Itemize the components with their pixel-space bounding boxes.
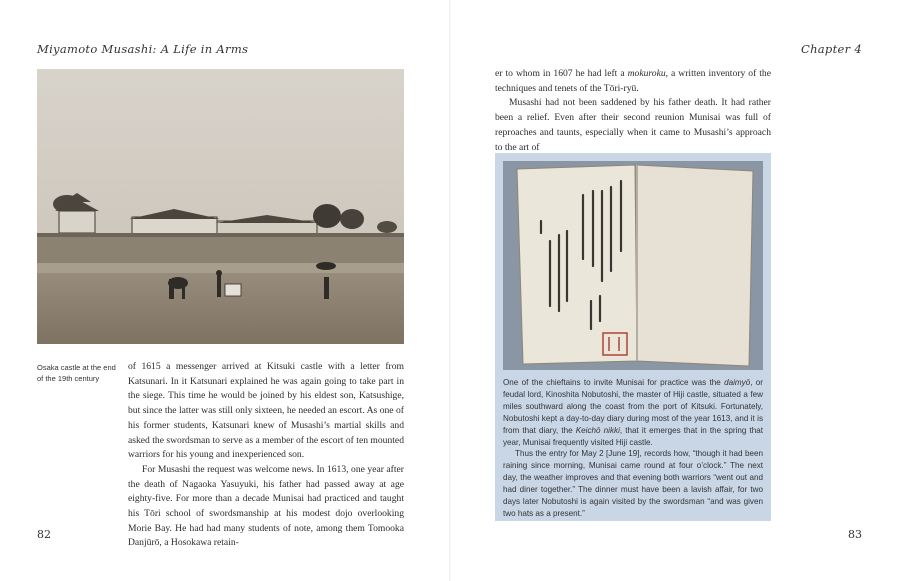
right-paragraph-1: er to whom in 1607 he had left a mokuroku, a written inventory of the techniques and tenets of the Tōri-ryū. — [495, 68, 771, 94]
page-number-right: 83 — [848, 528, 862, 541]
keicho-nikki-manuscript-photo — [503, 161, 763, 370]
running-head-chapter: Chapter 4 — [800, 42, 862, 56]
right-body-text — [495, 67, 771, 155]
castle-photo-illustration — [37, 69, 404, 344]
sidebar-paragraph-1: One of the chieftains to invite Munisai for practice was the daimyō, or feudal lord, Kinoshita Nobutoshi, the master of Hiji castle, situated a few miles southward along the coast from the port of Kitsuki. Fortunately, Nobutoshi kept a day-to-day diary during most of the year 1613, and it is from that diary, the Keichō nikki, that it emerges that in the spring that year, Munisai frequently visited Hiji castle. — [503, 378, 764, 447]
page-number-left: 82 — [37, 528, 51, 541]
left-paragraph-2: For Musashi the request was welcome news. In 1613, one year after the death of Nagaoka Yasuyuki, his father had passed away at age eighty-five. For more than a decade Munisai had practiced and taught his Tōri school of swordsmanship at his modest dojo overlooking Morie Bay. He had had many students of note, among them Tomooka Danjūrō, a Hosokawa retain- — [128, 463, 404, 549]
sidebar-paragraph-2: Thus the entry for May 2 [June 19], records how, “though it had been raining since morning, Munisai came round at four o’clock.” The next day, the weather improves and that evening both warriors “went out and had diner together.” The dinner must have been a lavish affair, for two days later Nobutoshi is again visited by the swordsman “and was given two hats as a present.” — [503, 449, 763, 518]
running-head-book-title: Miyamoto Musashi: A Life in Arms — [37, 42, 249, 56]
right-paragraph-2: Musashi had not been saddened by his father death. It had rather been a relief. Even after their second reunion Munisai was full of reproaches and taunts, especially when it came to Musashi’s approach to the art of — [495, 97, 771, 153]
manuscript-illustration — [503, 161, 763, 370]
photo-caption: Osaka castle at the end of the 19th century — [37, 363, 116, 383]
left-paragraph-1: of 1615 a messenger arrived at Kitsuki castle with a letter from Katsunari. In it Katsunari explained he was again going to take part in the siege. This time he would be joined by his eldest son, Katsushige, but since the latter was still only sixteen, he needed an escort. As one of his former students, Katsunari knew of Musashi’s martial skills and asked the swordsman to serve as a member of the escort of ten mounted warriors for his young and inexperienced son. — [128, 361, 404, 461]
osaka-castle-photo — [37, 69, 404, 344]
right-page — [450, 0, 900, 581]
sidebar-text — [503, 377, 763, 520]
sidebar-box — [495, 153, 771, 521]
left-body-text — [128, 360, 404, 551]
